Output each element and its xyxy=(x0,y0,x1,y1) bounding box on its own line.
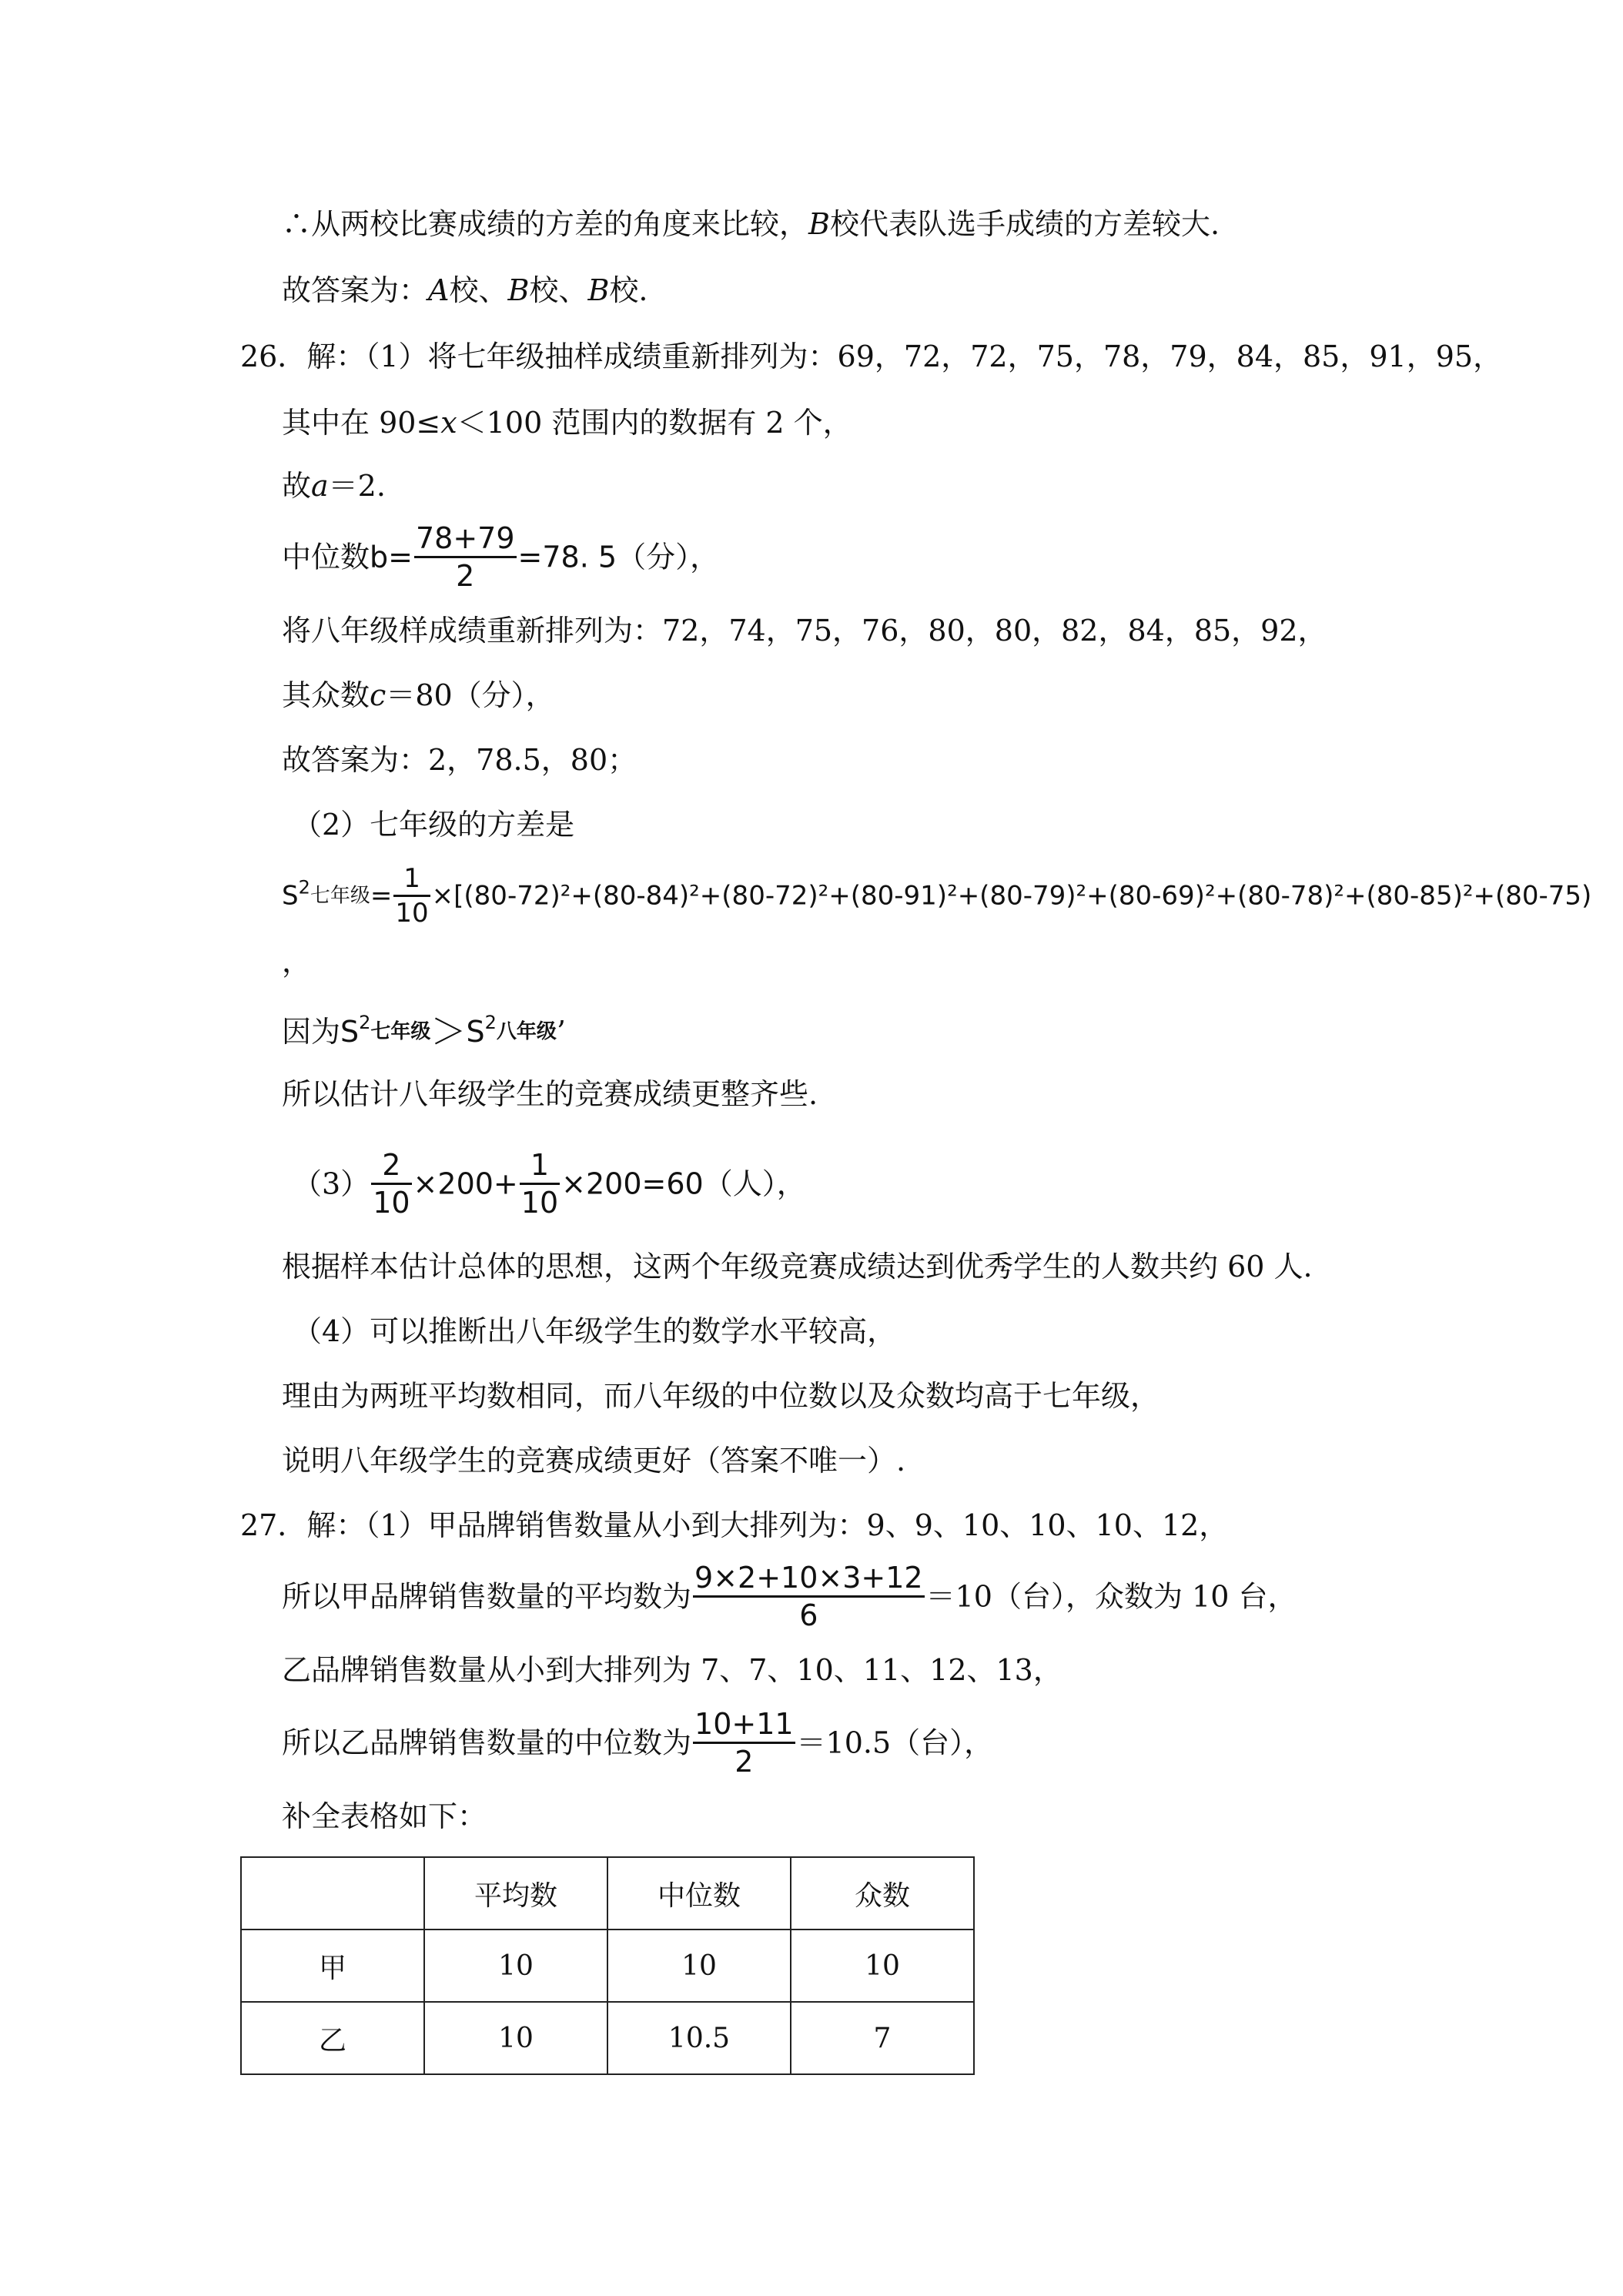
variance-formula xyxy=(282,863,1592,929)
table-header-cell: 中位数 xyxy=(607,1857,791,1930)
variance-fraction xyxy=(393,863,430,929)
compare-end: ’ xyxy=(556,1015,566,1049)
q27-heading: 27．解：（1）甲品牌销售数量从小到大排列为：9、9、10、10、10、12， xyxy=(240,1508,1229,1542)
variance-exponent: 2 xyxy=(359,1012,371,1033)
stats-table xyxy=(240,1856,975,2075)
mean-denominator: 6 xyxy=(799,1598,818,1632)
a-prefix: 故 xyxy=(282,469,312,503)
school-a-label: A xyxy=(428,273,450,307)
q26-grade8-line: 将八年级样成绩重新排列为：72，74，75，76，80，80，82，84，85，92， xyxy=(282,614,1327,648)
variance-symbol: S xyxy=(466,1015,485,1049)
part3-fraction-2 xyxy=(520,1148,560,1220)
variable-x: x xyxy=(440,406,457,440)
part3-mult-1: ×200+ xyxy=(413,1166,518,1201)
q27-table-intro: 补全表格如下： xyxy=(282,1799,487,1833)
median-numerator: 10+11 xyxy=(693,1709,795,1744)
trailing-comma: ， xyxy=(282,945,312,979)
q26-a-line xyxy=(282,469,386,503)
variable-c: c xyxy=(370,678,387,712)
school-b-label: B xyxy=(808,207,830,241)
fraction-denominator: 10 xyxy=(520,1186,559,1220)
fraction-numerator: 2 xyxy=(371,1150,411,1185)
answer-line-25 xyxy=(282,273,648,307)
median-var: b= xyxy=(370,540,413,574)
q26-part2-line: （2）七年级的方差是 xyxy=(293,808,575,842)
q27-median-line xyxy=(282,1707,994,1779)
median-result: ＝10.5（台）， xyxy=(796,1725,994,1760)
median-result: =78. 5 xyxy=(517,540,617,574)
conclusion-text-end: 校代表队选手成绩的方差较大. xyxy=(829,207,1220,241)
part3-unit: （人）， xyxy=(703,1166,806,1201)
q26-explain-line: 说明八年级学生的竞赛成绩更好（答案不唯一）. xyxy=(282,1444,906,1478)
part3-prefix: （3） xyxy=(293,1166,370,1201)
equals-sign: = xyxy=(370,880,393,912)
fraction-numerator: 1 xyxy=(393,865,430,897)
q26-part4-line: （4）可以推断出八年级学生的数学水平较高， xyxy=(293,1314,897,1348)
range-suffix: ＜100 范围内的数据有 2 个， xyxy=(457,406,852,440)
variance-terms: ×[(80-72)²+(80-84)²+(80-72)²+(80-91)²+(80-79)²+(80-69)²+(80-78)²+(80-85)²+(80-75) xyxy=(431,880,1592,912)
mean-prefix: 所以甲品牌销售数量的平均数为 xyxy=(282,1579,692,1614)
table-row xyxy=(241,1930,974,2002)
mean-result: ＝10（台），众数为 10 台， xyxy=(925,1579,1297,1614)
school-b-label: B xyxy=(587,273,610,307)
variance-exponent: 2 xyxy=(484,1012,497,1033)
median-fraction xyxy=(414,521,517,593)
range-prefix: 其中在 90≤ xyxy=(282,406,441,440)
table-header-row xyxy=(241,1857,974,1930)
answer-sep: 校、 xyxy=(449,273,508,307)
table-cell: 10 xyxy=(607,1930,791,2002)
table-cell: 10.5 xyxy=(607,2002,791,2074)
variable-a: a xyxy=(311,469,329,503)
table-header-cell xyxy=(241,1857,424,1930)
answer-end: 校. xyxy=(609,273,648,307)
fraction-denominator: 10 xyxy=(373,1186,410,1220)
mode-prefix: 其众数 xyxy=(282,678,370,712)
q26-part3-line xyxy=(293,1148,806,1220)
table-header-cell: 众数 xyxy=(791,1857,974,1930)
variance-symbol: S xyxy=(282,880,299,912)
q26-median-line xyxy=(282,521,720,593)
q26-mode-line xyxy=(282,678,555,712)
median-denominator: 2 xyxy=(735,1745,754,1779)
table-cell: 10 xyxy=(424,1930,607,2002)
q26-range-line xyxy=(282,406,852,440)
q27-mean-line xyxy=(282,1563,1297,1630)
table-header-cell: 平均数 xyxy=(424,1857,607,1930)
conclusion-line xyxy=(282,209,1220,239)
variance-subscript-grade7: 七年级 xyxy=(370,1020,431,1044)
q26-heading: 26．解：（1）将七年级抽样成绩重新排列为：69，72，72，75，78，79，84，85，91，95， xyxy=(240,340,1503,373)
fraction-denominator: 10 xyxy=(395,898,429,929)
conclusion-text: ∴从两校比赛成绩的方差的角度来比较， xyxy=(282,207,809,241)
q26-answer-line: 故答案为：2，78.5，80； xyxy=(282,743,637,777)
table-cell: 10 xyxy=(424,2002,607,2074)
mean-numerator: 9×2+10×3+12 xyxy=(693,1563,925,1598)
part3-fraction-1 xyxy=(371,1148,411,1220)
median-denominator: 2 xyxy=(456,559,475,593)
q26-conclusion-line: 所以估计八年级学生的竞赛成绩更整齐些. xyxy=(282,1077,818,1111)
median-prefix: 中位数 xyxy=(282,540,370,574)
variance-exponent: 2 xyxy=(298,876,310,899)
variance-symbol: S xyxy=(340,1015,360,1049)
compare-prefix: 因为 xyxy=(282,1015,341,1049)
mean-fraction xyxy=(693,1563,925,1630)
a-value: ＝2. xyxy=(328,469,386,503)
variance-subscript: 七年级 xyxy=(310,884,370,908)
median-prefix: 所以乙品牌销售数量的中位数为 xyxy=(282,1725,692,1760)
median-numerator: 78+79 xyxy=(414,524,517,558)
part3-mult-2: ×200=60 xyxy=(561,1166,704,1201)
mode-value: ＝80（分）， xyxy=(386,678,555,712)
table-row xyxy=(241,2002,974,2074)
table-cell: 7 xyxy=(791,2002,974,2074)
median-fraction xyxy=(693,1707,795,1779)
school-b-label: B xyxy=(507,273,530,307)
greater-than-sign: ＞ xyxy=(430,1011,467,1053)
table-cell: 甲 xyxy=(241,1930,424,2002)
q26-reason-line: 理由为两班平均数相同，而八年级的中位数以及众数均高于七年级， xyxy=(282,1379,1160,1413)
median-unit: （分）， xyxy=(617,540,720,574)
answer-sep: 校、 xyxy=(529,273,588,307)
q26-estimate-line: 根据样本估计总体的思想，这两个年级竞赛成绩达到优秀学生的人数共约 60 人. xyxy=(282,1250,1313,1284)
variance-subscript-grade8: 八年级 xyxy=(496,1020,557,1044)
q27-sorted-line: 乙品牌销售数量从小到大排列为 7、7、10、11、12、13， xyxy=(282,1653,1062,1687)
q26-compare-line xyxy=(282,1011,566,1053)
table-cell: 10 xyxy=(791,1930,974,2002)
table-cell: 乙 xyxy=(241,2002,424,2074)
fraction-numerator: 1 xyxy=(520,1150,560,1185)
answer-prefix: 故答案为： xyxy=(282,273,429,307)
